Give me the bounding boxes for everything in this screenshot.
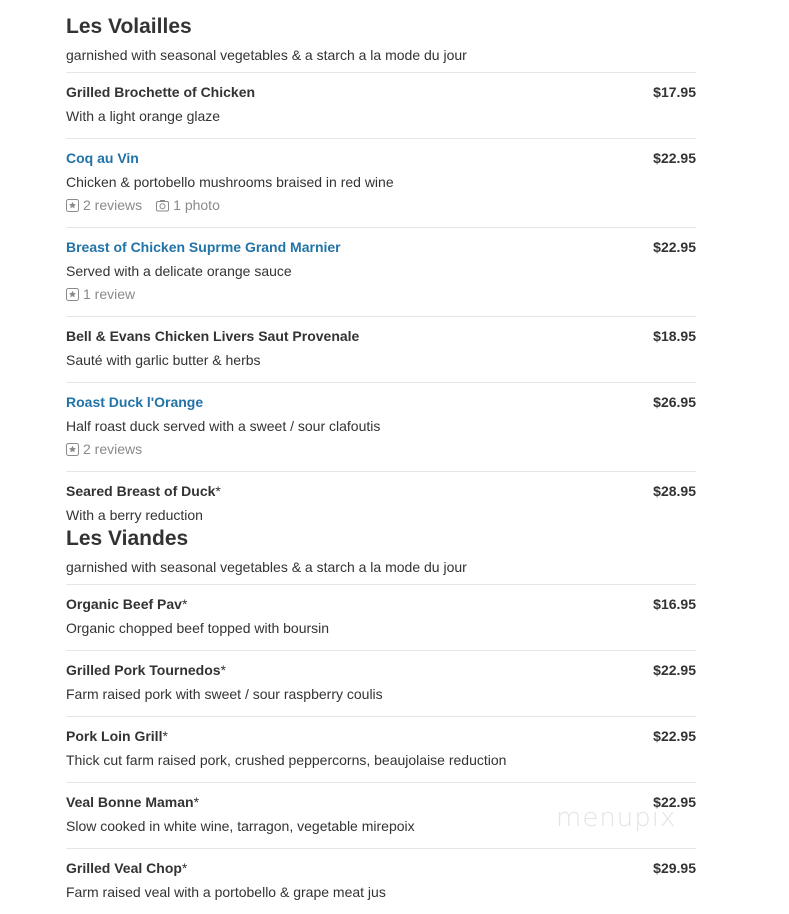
item-name: Grilled Brochette of Chicken [66,84,256,100]
item-price: $22.95 [653,794,696,810]
item-description: Farm raised veal with a portobello & grape meat jus [66,884,386,900]
menu-item [66,73,696,139]
item-asterisk: * [193,794,200,810]
menu-item [66,849,696,914]
item-asterisk: * [181,860,188,876]
menu-item [66,139,696,228]
item-name-link[interactable]: Roast Duck l'Orange [66,394,204,410]
item-price: $29.95 [653,860,696,876]
reviews-link[interactable] [66,197,142,214]
item-description: Thick cut farm raised pork, crushed peppercorns, beaujolaise reduction [66,752,507,768]
camera-icon [156,199,169,212]
item-price: $17.95 [653,84,696,100]
menu-item [66,717,696,783]
menu-item [66,383,696,472]
section-subtitle: garnished with seasonal vegetables & a starch a la mode du jour [66,558,696,585]
item-price: $16.95 [653,596,696,612]
item-description: Sauté with garlic butter & herbs [66,352,261,368]
item-name-text: Grilled Pork Tournedos [66,662,221,678]
item-description: Slow cooked in white wine, tarragon, vegetable mirepoix [66,818,415,834]
item-name-link[interactable]: Coq au Vin [66,150,139,166]
item-name [66,661,226,679]
item-price: $22.95 [653,728,696,744]
item-name-text: Seared Breast of Duck [66,483,216,499]
photos-link[interactable] [156,197,220,214]
menu-item [66,651,696,717]
menu-item [66,228,696,317]
item-description: With a berry reduction [66,507,203,523]
photos-count: 1 photo [173,197,220,213]
reviews-count: 2 reviews [83,441,143,457]
item-price: $22.95 [653,662,696,678]
item-description: Half roast duck served with a sweet / sour clafoutis [66,418,381,434]
item-price: $26.95 [653,394,696,410]
item-name [66,727,168,745]
item-price: $28.95 [653,483,696,499]
item-name [66,595,187,613]
item-name-text: Veal Bonne Maman [66,794,194,810]
item-asterisk: * [162,728,168,744]
menu-section-volailles [66,14,696,537]
review-star-icon [66,288,79,301]
item-price: $22.95 [653,150,696,166]
item-name-text: Grilled Veal Chop [66,860,182,876]
item-asterisk: * [220,662,226,678]
item-name-text: Pork Loin Grill [66,728,163,744]
section-title: Les Volailles [66,15,192,38]
item-price: $18.95 [653,328,696,344]
item-description: Organic chopped beef topped with boursin [66,620,330,636]
item-name [66,793,199,811]
section-subtitle: garnished with seasonal vegetables & a starch a la mode du jour [66,46,696,73]
reviews-link[interactable] [66,441,142,458]
reviews-count: 1 review [83,286,136,302]
item-name [66,482,221,500]
item-description: Served with a delicate orange sauce [66,263,292,279]
menu-item [66,317,696,383]
menu-section-viandes [66,526,696,914]
menu-item [66,585,696,651]
menupix-watermark: menupix [556,803,677,833]
review-star-icon [66,199,79,212]
item-asterisk: * [181,596,188,612]
item-name-link[interactable]: Breast of Chicken Suprme Grand Marnier [66,239,341,255]
item-name-text: Organic Beef Pav [66,596,182,612]
item-name: Bell & Evans Chicken Livers Saut Provenale [66,328,360,344]
item-name [66,859,187,877]
review-star-icon [66,443,79,456]
reviews-link[interactable] [66,286,135,303]
item-asterisk: * [215,483,221,499]
item-description: Farm raised pork with sweet / sour raspberry coulis [66,686,383,702]
reviews-count: 2 reviews [83,197,143,213]
item-description: Chicken & portobello mushrooms braised in red wine [66,174,394,190]
item-description: With a light orange glaze [66,108,221,124]
item-price: $22.95 [653,239,696,255]
section-title: Les Viandes [66,527,189,550]
